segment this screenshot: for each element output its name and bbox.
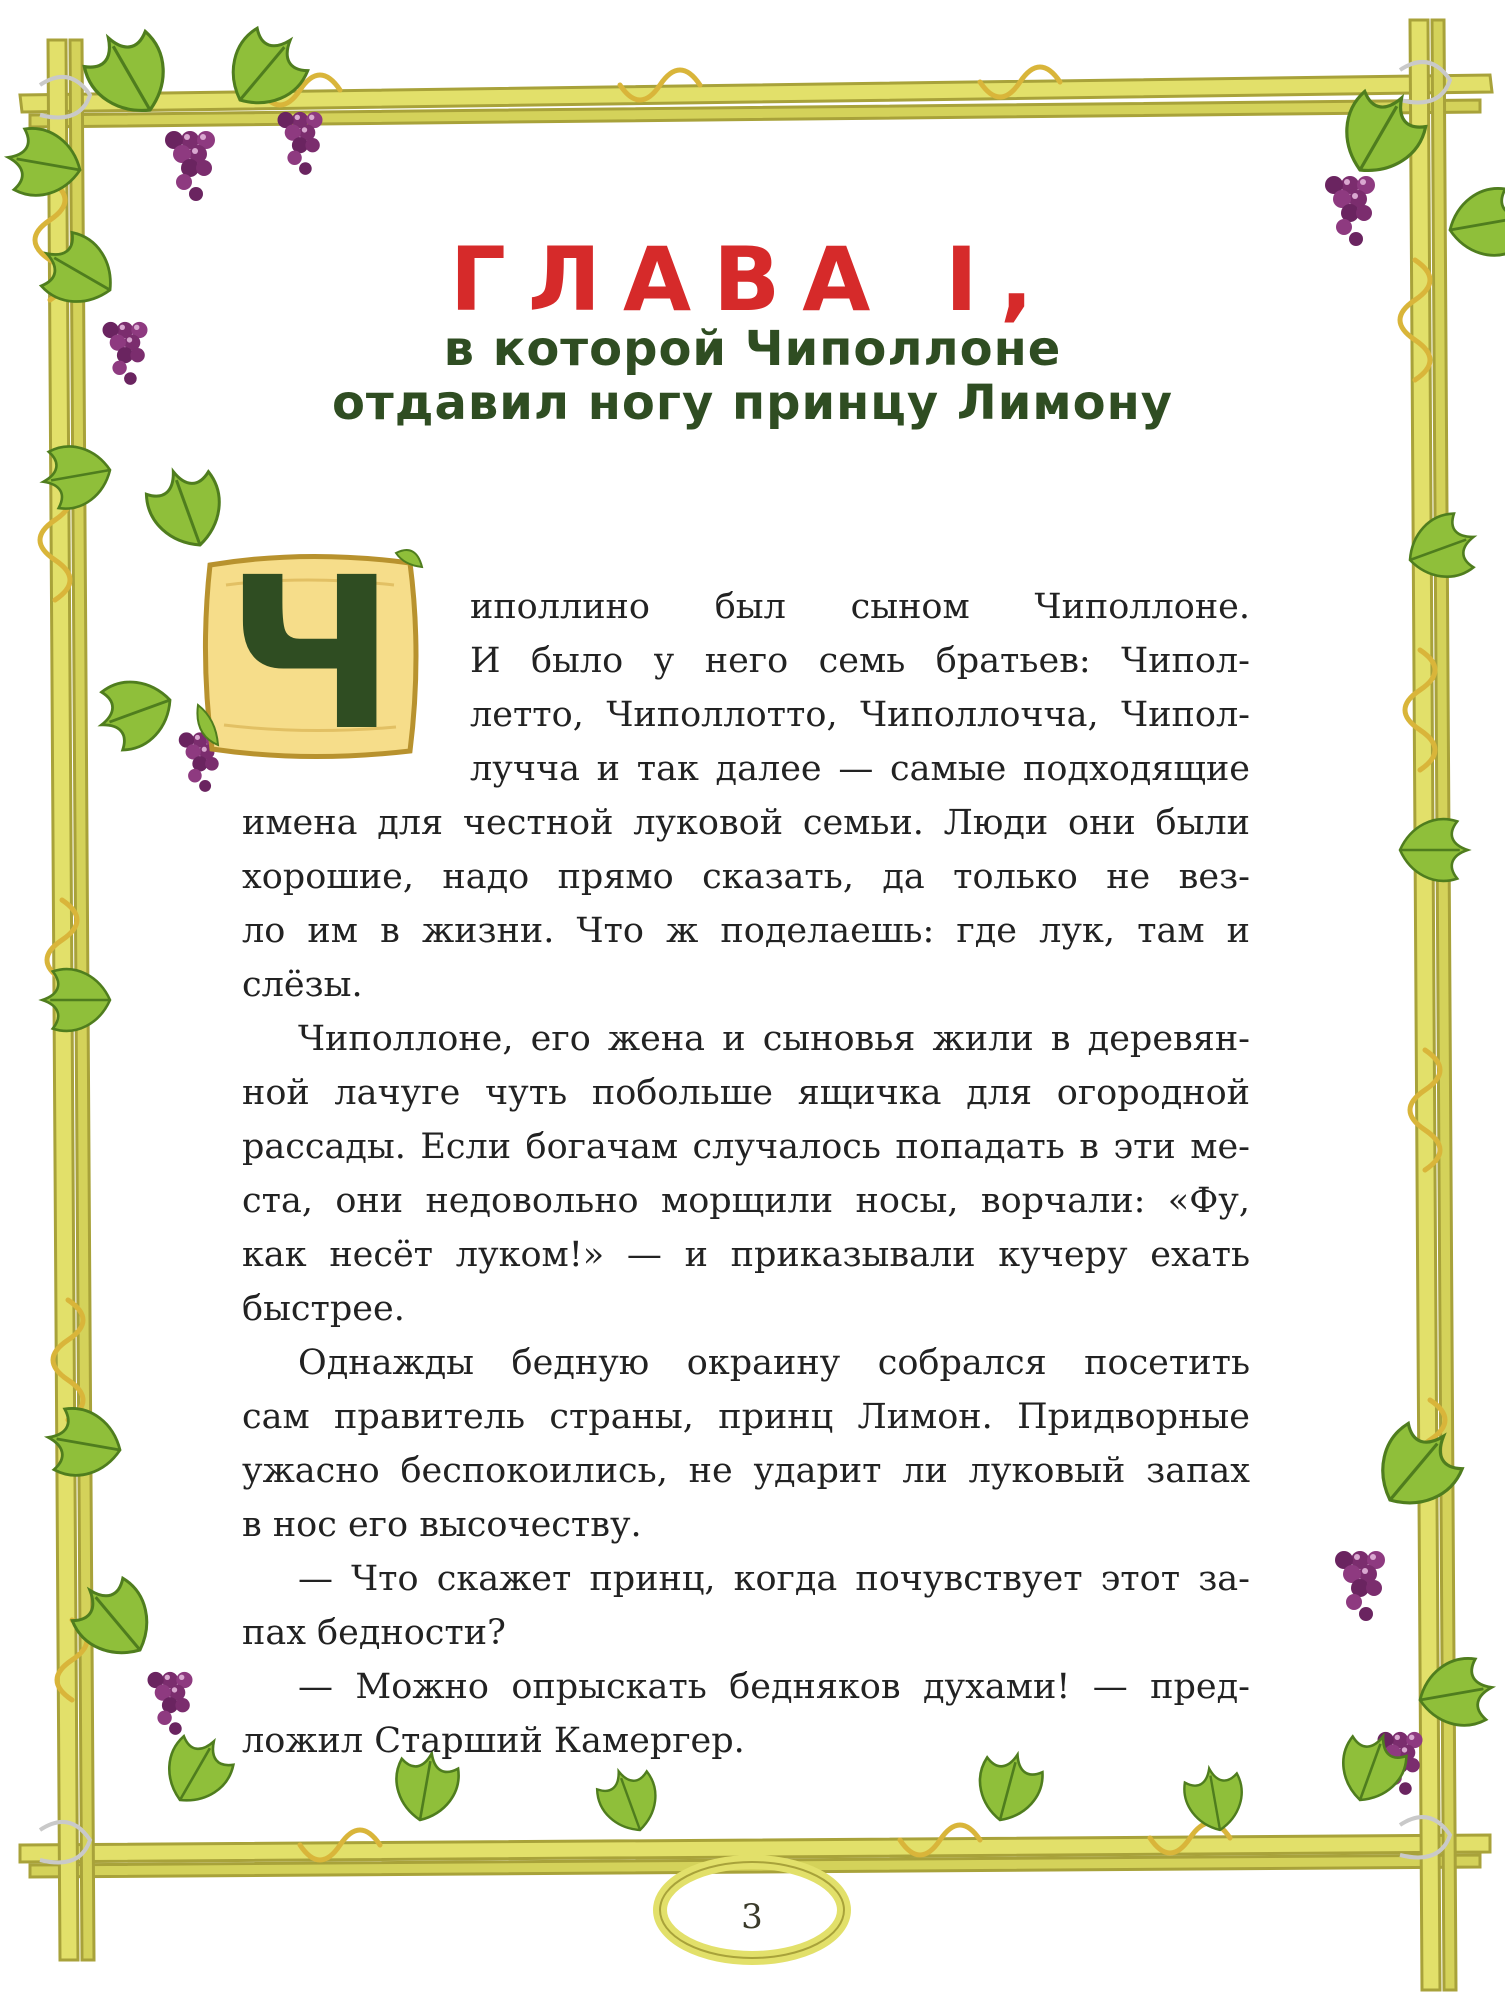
body-line-19: — Что скажет принц, когда почувствует этот за-	[298, 1559, 1250, 1599]
body-line-13: как несёт луком!» — и приказывали кучеру ехать	[242, 1235, 1250, 1275]
body-line-16: сам правитель страны, принц Лимон. Придворные	[242, 1397, 1250, 1437]
body-line-17: ужасно беспокоились, не ударит ли луковый запах	[242, 1451, 1250, 1491]
body-line-5: имена для честной луковой семьи. Люди они были	[242, 803, 1250, 843]
body-line-20: пах бедности?	[242, 1613, 506, 1653]
body-line-11: рассады. Если богачам случалось попадать в эти ме-	[242, 1127, 1250, 1167]
body-line-15: Однажды бедную окраину собрался посетить	[298, 1343, 1250, 1383]
chapter-subtitle-line-2: отдавил ногу принцу Лимону	[331, 375, 1174, 431]
body-line-3: летто, Чиполлотто, Чиполлочча, Чипол-	[470, 695, 1250, 735]
page-number: 3	[741, 1897, 763, 1937]
body-line-22: ложил Старший Камергер.	[242, 1721, 745, 1761]
chapter-subtitle	[0, 322, 1505, 430]
body-line-12: ста, они недовольно морщили носы, ворчали: «Фу,	[242, 1181, 1250, 1221]
chapter-title: ГЛАВА I,	[449, 228, 1056, 331]
body-line-8: слёзы.	[242, 965, 363, 1005]
body-line-10: ной лачуге чуть побольше ящичка для огородной	[242, 1073, 1250, 1113]
drop-cap-letter: Ч	[226, 532, 396, 777]
body-line-1: иполлино был сыном Чиполлоне.	[470, 587, 1250, 627]
body-line-2: И было у него семь братьев: Чипол-	[470, 641, 1250, 681]
drop-cap-plaque	[196, 532, 426, 777]
body-line-6: хорошие, надо прямо сказать, да только не вез-	[242, 857, 1250, 897]
body-line-14: быстрее.	[242, 1289, 405, 1329]
body-line-4: лучча и так далее — самые подходящие	[470, 749, 1250, 789]
body-line-21: — Можно опрыскать бедняков духами! — пред-	[298, 1667, 1250, 1707]
chapter-subtitle-line-1: в которой Чиполлоне	[443, 321, 1062, 377]
body-line-18: в нос его высочеству.	[242, 1505, 642, 1545]
body-line-9: Чиполлоне, его жена и сыновья жили в деревян-	[298, 1019, 1250, 1059]
body-line-7: ло им в жизни. Что ж поделаешь: где лук, там и	[242, 911, 1250, 951]
